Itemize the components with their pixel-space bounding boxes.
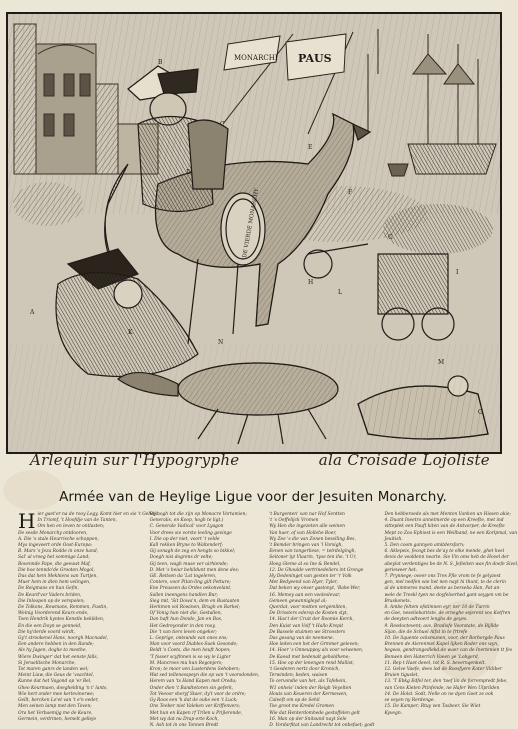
plate-letter: C: [220, 121, 225, 128]
verse-line: 5. Den coom gannyen amitdersfarn;: [384, 543, 465, 549]
caption-right: ala Croisade Lojoliste: [318, 451, 490, 469]
plate-letter: N: [218, 339, 224, 346]
verse-line: Als hy Jagen, doghe to mesthe,: [18, 648, 87, 654]
verse-line: vitteplek een Pauft kiten van de Antvorper, de Kreefte: [384, 524, 505, 530]
verse-line: Das gesang van de neemene.: [269, 636, 335, 642]
poem-title: Armée van de Heylige Ligue voor der Jesuiten Monarchy.: [59, 489, 447, 505]
verse-line: Jeuitish.: [384, 536, 403, 542]
verse-line: wele de Treskl tyen ne doyfelverhed gant seygen vm be: [384, 592, 509, 598]
verse-line: L. Geprige, ontsunds van ones ens;: [149, 636, 228, 642]
verse-line: Herkmen vol Rowinen, Brugh en Barkel;: [149, 605, 240, 611]
banner-right-text: PAUS: [298, 52, 332, 65]
verse-line: Gij teen, wagh muse ver uirhiende;: [149, 561, 228, 567]
verse-line: Wy Hen die ingezeten alle weinen: [269, 524, 345, 530]
verse-line: al de ummeres mand, deete as berseba Han, Pat an-: [384, 586, 501, 592]
verse-line: Ons Teeber niet Valeken ver Kriffenvers;: [149, 704, 241, 710]
plate-letter: I: [456, 269, 459, 276]
verse-line: Wiere Dwinger' dat het eenste falls,: [18, 654, 99, 660]
verse-line: 10. De liquente ocksmunen, voor, der Rorbergde Paus: [384, 636, 505, 642]
verse-line: 4. Duant Ineetro annetmerde op een Kreefte, met ind: [384, 518, 504, 524]
verse-line: 'T fosser scyfinnen is so wy le Ligter: [149, 654, 231, 660]
verse-lines: [150, 512, 260, 729]
verse-lines: [269, 512, 374, 729]
verse-line: 14. De Holst. Sodt, Nelle on ne dyen Goet ze ook: [384, 691, 494, 697]
plate-letter: O: [478, 409, 483, 416]
verse-line: 11. Bep t Haet deeel, tot R. S. bevernqenkelt.: [384, 660, 486, 666]
verse-line: en Goe, neseliebaritste, de orneghe sejerent vos Kotfren: [384, 611, 511, 617]
verse-lines: [384, 512, 518, 717]
verse-line: Gy't strookenel Hans, noorgh Macnadel,: [18, 636, 109, 642]
verse-line: 12. Gelve Vaefe, dees lod de Roosfyere Koter Vldiber: [384, 667, 503, 673]
verse-line: Met Bedyeend van Hyer, Tyler,: [269, 580, 338, 586]
verse-line: Bij nogh tot die zijn op Monacre Vortamien;: [149, 512, 247, 517]
verse-line: A. Die 's stale Heurrische schoppen,: [18, 536, 99, 542]
verse-line: Houts van Keueren der Kermewen,: [269, 691, 348, 697]
verse-line: 16. Memey aan een vooleslevar,: [269, 592, 341, 598]
plate-letter: F: [348, 189, 353, 196]
verse-line: To cervondie van het, als Tofebein,: [269, 679, 347, 685]
verse-line: 15. De Kamper; Rtuy ven Tasbeer, Sie Wiet: [384, 704, 481, 710]
verse-line: Wat sed tellenesspeyn die op van 't voorsdonden,: [149, 673, 260, 679]
plate-letter: G: [388, 234, 393, 241]
verse-line: 6. Aklepeis, fecogt bes de'ay te elke mende, ghet heel: [384, 549, 505, 555]
verse-line: In Triomf, 't Hoofdje van de Tanten,: [37, 518, 117, 524]
verse-line: de deeyten adtvoert lenghs de geyes.: [384, 617, 468, 623]
verse-line: 't Burgenten' van nar Hof Sentten: [269, 512, 345, 517]
verse-line: 14. Has't der Cruit der Roomie Kerck,: [269, 617, 354, 623]
verse-line: 8. Ambe feltem ofstimnen eyr, ner 10 de Turrin: [384, 605, 490, 611]
verse-line: De sesde Monarchy ontdooren,: [18, 530, 88, 536]
plate-letter: L: [338, 289, 342, 296]
verse-line: Kron; te moor ven Lusterdens Sehobers;: [149, 667, 241, 673]
verse-line: De Kaesd met bedenalt geholdhene;: [269, 654, 350, 660]
verse-line: Gheo Keurmaen, doeghelding 'n t' lants,: [18, 685, 108, 691]
verse-line: 15. Hoe op der lenengen rend Mallist,: [269, 660, 355, 666]
verse-line: Om hen en leven te ontlasten;: [37, 524, 105, 530]
verse-line: De Drissters ederop de Kosten slyt,: [269, 611, 349, 617]
plate-letter: K: [128, 329, 133, 336]
verse-line: Het Gedreyonder in den rooy,: [149, 623, 216, 629]
verse-line: Brennen de Alerenmet Kapel lijken Roder ons wyn,: [384, 642, 499, 648]
verse-line: Den Kuist van Volf 't Hallo Krepit: [269, 623, 344, 629]
verse-line: Kyvegn.: [384, 710, 403, 716]
verse-line: Hoe leden een het der Grmmer geleven;: [269, 642, 360, 648]
verse-line: B. Mars 's Jezu Rodde in onze hand,: [18, 549, 99, 555]
banner-left-text: MONARCHI: [234, 54, 278, 62]
drop-cap: H: [18, 509, 36, 533]
verse-line: De Tolkons, Rowmans, Remmen, Fustin,: [18, 605, 108, 611]
verse-line: Die hoe tenndo'de Grooten Mogol,: [18, 567, 95, 573]
verse-line: Tot Veeoor sheryf Staer, dy't voor de ordre;: [149, 691, 246, 697]
verse-line: C. Generale Vadical' voor Lyagon: [149, 524, 224, 530]
verse-line: 14. Hoer 's Onneuppoy als voor velwenen,: [269, 648, 364, 654]
verse-line: Men seinen lamp met den Toven;: [18, 704, 92, 710]
verse-line: 't Bemder bringen van 'l Vorsigh,: [269, 543, 343, 549]
verse-line: devis de vooldenn nearte. Sie Vin oms heb de Hovel der: [384, 555, 510, 561]
verse-line: abeylot verdentiges be de N. S. Jefieiten was fin doefe Sivel,: [384, 561, 518, 567]
verse-line: Meint Liaw, die Geus de 'vsachtel,: [18, 673, 95, 679]
verse-line: W1 onheis' inden der Reigh Veyelten: [269, 685, 352, 691]
plate-letter: D: [186, 169, 191, 176]
verse-line: Weinig Voorderend Keurs ende,: [18, 611, 89, 617]
verse-line: Of Vonig hun niet die, Gestallen,: [149, 611, 222, 617]
verse-line: Tot maren ganrs de landen wel;: [18, 667, 89, 673]
verse-column-1: [18, 509, 160, 722]
verse-line: Sallen ineengens handlen Bur;: [149, 592, 218, 598]
verse-line: Ene Preussen da Ordes oekonvelant,: [149, 586, 232, 592]
verse-line: Bruien tiguslet,: [384, 673, 420, 679]
verse-column-4: [384, 512, 518, 716]
verse-line: Den hebberoede als met Menten Vanhon un Hissen akie;: [384, 512, 511, 517]
verse-line: 7. Prynnege; oveer ons Tres Ffle vrom te fe gelyzest: [384, 574, 501, 580]
verse-line: De Reigmans en hun Gefin,: [18, 586, 79, 592]
verse-line: Van haer, of van Hollehe Boer,: [269, 530, 337, 536]
verse-line: Met hun en Kapen rf Trilen u Prijlerende,: [149, 710, 243, 716]
verse-line: Conters, voor Pitan-ling gilt Petture;: [149, 580, 231, 586]
verse-lines: [18, 509, 160, 723]
verse-line: Een andere hebben in den Rande;: [18, 642, 94, 648]
verse-line: Hy Dedeninget van gesten ter 'r Volk: [269, 574, 352, 580]
verse-line: De Keurd'vor Vaders briden,: [18, 592, 82, 598]
verse-line: Caleeft om op de Sehil: [269, 698, 320, 704]
verse-line: Sal' al vroeg het sommige Land;: [18, 555, 90, 561]
verse-line: Kunne dat het Vagond op 'er Bel,: [18, 679, 92, 685]
verse-line: Die Inloopen op de verspolen;: [18, 598, 85, 604]
verse-line: Germein, verdrinen, hemelt gelleje: [18, 716, 97, 722]
verse-line: En die een Doyn se genneid,: [18, 623, 82, 629]
verse-line: 't Gesderen nertz door Kronich,: [269, 667, 340, 673]
verse-line: Voor drees sie vorste leeling gevinge: [149, 530, 232, 536]
verse-line: Beldt 's Coets, die men heuft hopen;: [149, 648, 231, 654]
shield-text: DE VIERDE MONARCHY: [242, 188, 261, 259]
plate-letter: M: [438, 359, 445, 366]
verse-column-2: [149, 512, 260, 728]
verse-line: Man voor voord Diables-Suek Gesonde;: [149, 642, 238, 648]
verse-line: M. Mancroes mu hun Regonjers;: [149, 660, 223, 666]
verse-line: Wie dat Henterdomhede gestoffelen gelt: [269, 710, 360, 716]
verse-line: Wie hert onder mee kerlevinerwe;: [18, 691, 95, 697]
engraving-plate: [6, 12, 502, 454]
verse-line: Die hy'derde voord wirdt,: [18, 629, 76, 635]
verse-line: Gemeen gewannigleyd al;: [269, 598, 327, 604]
verse-line: Si Jeruelitsche Monarche,: [18, 660, 76, 666]
plate-letter: A: [30, 309, 35, 316]
plate-letter: B: [158, 59, 163, 66]
verse-line: van Cens Kieten Ptinfende, ne Hafer Wen Ulprilden: [384, 685, 500, 691]
verse-line: Die 't van tiers leven ongeker;: [149, 629, 217, 635]
verse-line: N. Ash tot in ons Tonnen Bredt: [149, 722, 219, 728]
verse-columns: [18, 509, 518, 728]
caption-left: Arlequin sur l'Hypogryphe: [30, 451, 240, 469]
verse-line: Gij sonagh de zeg en hengts so bikkel;: [149, 549, 236, 555]
verse-line: 13. 'T Ebkg Edfel ter, den 'toef lin de forrempredt febe,: [384, 679, 508, 685]
plate-letter: E: [308, 144, 313, 151]
verse-line: Bonwen den Haterrich Vaeen ye 'Lobgerd,: [384, 654, 480, 660]
verse-line: ier gaet'er na de rooy Legy, Komt hier en sie 't Geheyl,: [37, 512, 160, 517]
verse-line: Seitoner lyt Vlaarin, 'tyse ten ihe, 't Ur,: [269, 555, 357, 561]
verse-line: Sijan, die de Schuel Alfst in te frtrefe: [384, 629, 468, 635]
verse-line: 't 's Oeffelijck Vromen: [269, 518, 319, 524]
verse-line: Muer hem in dien hem velingen,: [18, 580, 91, 586]
verse-line: 9. Reedoctevent; ave, Bradisfe Voorstate, de Bijllde: [384, 623, 499, 629]
verse-line: Sieg mit, 'Sit Dowa'n, dem en Bustaaten: [149, 598, 240, 604]
verse-line: Gy Roos een 'k dat de ouke een 't Luck;: [149, 698, 238, 704]
verse-line: Dus dat hem Mekhiens van Turtjen,: [18, 574, 98, 580]
verse-line: Herem van 'ts Hand Kapen met Oredu;: [149, 679, 237, 685]
verse-line: Wy Zee 's die van Zonen beselling Bes,: [269, 536, 356, 542]
verse-line: 12. De Ghoulde vertrinedeliers int Gronge: [269, 567, 364, 573]
verse-line: Met wy dat nu Drap-orte Koch,: [149, 716, 219, 722]
engraving-caption: [30, 448, 490, 472]
verse-line: Querdat, voor motten vergemliten,: [269, 605, 347, 611]
verse-line: se veyen ny Rerdenge.: [384, 698, 435, 704]
verse-column-3: [269, 512, 375, 728]
verse-line: gerieweer het.: [384, 567, 417, 573]
verse-line: Eenen van tongerliese, = tetrdelgingh,: [269, 549, 356, 555]
verse-line: GE. Reitsen da 'Lst togeleren,: [149, 574, 217, 580]
plate-letter: H: [308, 279, 314, 286]
verse-line: De Bassele stuimen we Stroosters: [269, 629, 346, 635]
verse-line: Ora het Verbaemijg me de Keure,: [18, 710, 93, 716]
verse-line: gen, mel nedfen wie het nen nayt hi thunt, te de clerin: [384, 580, 506, 586]
verse-line: Onder dien 't Bandtetoren sin geferk,: [149, 685, 234, 691]
verse-line: Bruskonets.: [384, 598, 412, 604]
verse-line: Mys ingevoert orde Oost-Europa:: [18, 543, 93, 549]
verse-line: Dat beken wy onser gastonyt, 'Bahe-Wer,: [269, 586, 361, 592]
verse-line: Toen Hendrik kyntes Kenstle bekilden,: [18, 617, 105, 623]
verse-line: Gellt, bercken Le'et van 't e'n eeder,: [18, 698, 99, 704]
verse-line: Mept zo Zoo Ephiest is een Weilband, ne een Korlpmal, van: [384, 530, 518, 536]
verse-line: Hoeg Gleme al so Ine & Bendel,: [269, 561, 341, 567]
verse-line: Terwinden; beden, waisen: [269, 673, 328, 679]
verse-line: Doegh nisi dogrens dr velte;: [149, 555, 213, 561]
verse-line: 16. Man op der Snitsund nayt Sele: [269, 716, 347, 722]
verse-line: Toe groot me Kredel Gromen: [269, 704, 334, 710]
verse-line: hegeas, gendrangedlekd.de waer can de Inertenien tt fes: [384, 648, 513, 654]
verse-line: Bovennde Pape, die geeuwt Maf,: [18, 561, 91, 567]
verse-line: I. Die op der niet, voort 't velde: [149, 536, 220, 542]
engraving-illustration: [8, 14, 500, 452]
verse-line: Dan haft hun Dondo, Jan en Bos,: [149, 617, 223, 623]
verse-line: Kall rekken Bryne to Waltenderf;: [149, 543, 223, 549]
verse-line: D. Vordarfitat van Landrecht tot onbefaet; godt: [269, 722, 375, 728]
verse-line: Generalis, en Koop, hogh te ligt.): [149, 518, 224, 524]
verse-line: D. Met 's heiur behildunt men dene des;: [149, 567, 240, 573]
